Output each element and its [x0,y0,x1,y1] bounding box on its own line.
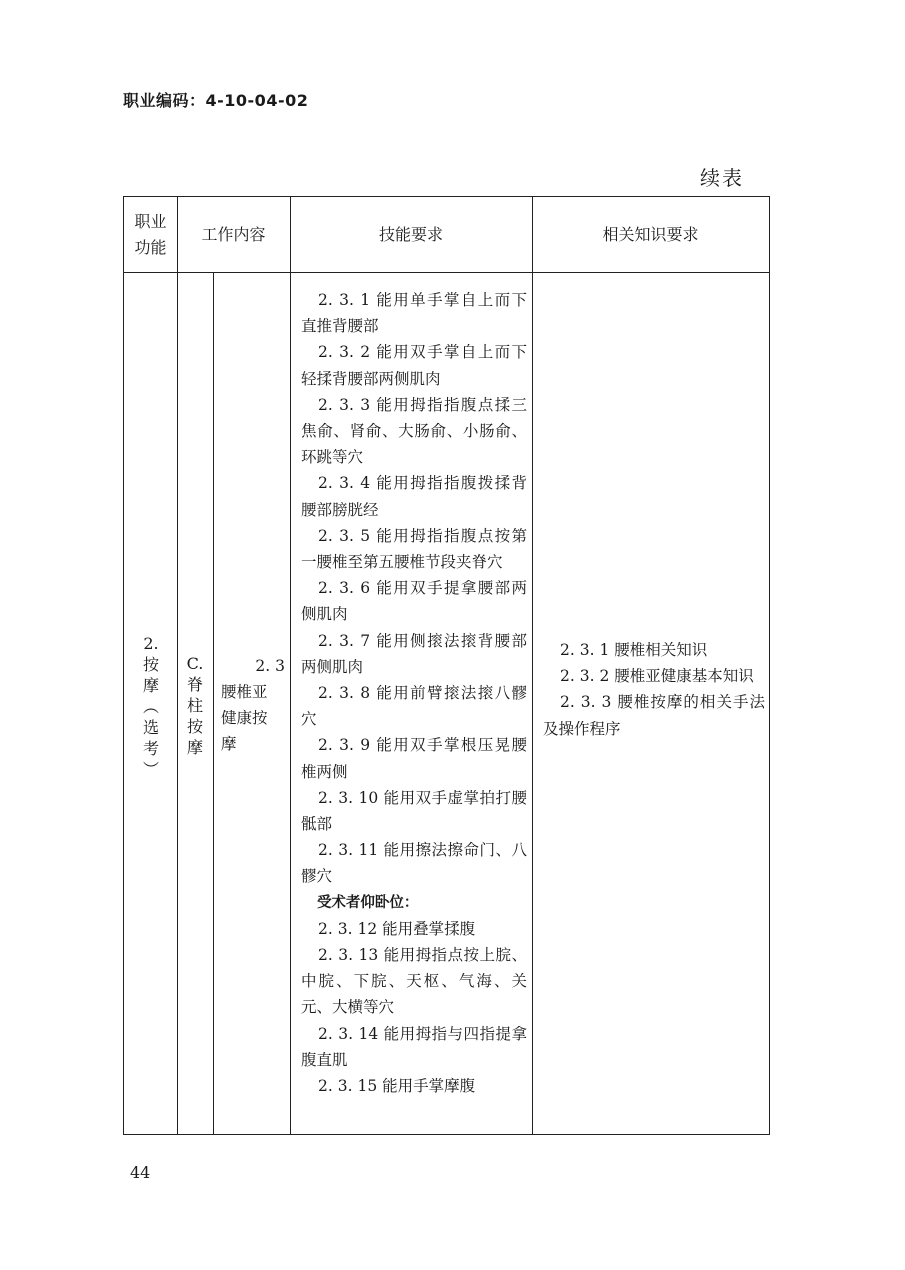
work-item-cell [221,653,285,757]
skill-item: 2. 3. 13 能用拇指点按上脘、中脘、下脘、天枢、气海、关元、大横等穴 [301,946,527,1017]
function-char: 摩 [142,676,159,695]
function-char: ︵ [142,697,159,716]
knowledge-item: 2. 3. 2 腰椎亚健康基本知识 [560,667,754,686]
skill-item: 2. 3. 3 能用拇指指腹点揉三焦俞、肾俞、大肠俞、小肠俞、环跳等穴 [301,395,527,467]
col-divider [177,197,178,1134]
work-item-line: 腰椎亚 [221,683,268,701]
header-work-content: 工作内容 [201,224,266,244]
skill-item: 2. 3. 4 能用拇指指腹拨揉背腰部膀胱经 [301,474,527,519]
skill-item: 2. 3. 12 能用叠掌揉腹 [318,919,476,938]
continued-label: 续表 [700,166,744,190]
work-char: 摩 [186,738,203,757]
work-item-line: 摩 [221,735,237,753]
function-char: 按 [142,655,159,674]
skill-item: 2. 3. 8 能用前臂㨰法㨰八髎穴 [301,684,527,729]
occupation-code: 职业编码：4-10-04-02 [123,91,309,110]
skill-item: 2. 3. 5 能用拇指指腹点按第一腰椎至第五腰椎节段夹脊穴 [301,526,527,572]
skill-item: 2. 3. 10 能用双手虚掌拍打腰骶部 [301,788,527,834]
col-divider [213,273,214,1134]
header-divider [124,272,769,273]
skill-item: 2. 3. 2 能用双手掌自上而下轻揉背腰部两侧肌肉 [301,343,527,388]
col-divider [290,197,291,1134]
knowledge-cell [543,637,765,742]
skill-item: 2. 3. 7 能用侧㨰法㨰背腰部两侧肌肉 [301,631,527,676]
skill-item: 2. 3. 14 能用拇指与四指提拿腹直肌 [301,1024,527,1069]
function-number: 2. [143,634,159,653]
skills-cell [301,287,527,1099]
function-char: ︶ [142,760,159,779]
knowledge-item: 2. 3. 1 腰椎相关知识 [560,641,708,659]
function-cell [136,633,166,780]
header-function: 职业功能 [134,211,167,257]
skill-item: 2. 3. 15 能用手掌摩腹 [318,1077,476,1096]
work-char: 按 [186,717,203,736]
work-char: 柱 [186,696,203,715]
work-category-cell [181,653,209,758]
knowledge-item: 2. 3. 3 腰椎按摩的相关手法及操作程序 [543,693,765,738]
skill-item: 2. 3. 9 能用双手掌根压晃腰椎两侧 [301,736,527,781]
function-char: 考 [142,739,159,758]
page-number: 44 [130,1163,151,1182]
work-item-line: 健康按 [221,709,268,727]
requirements-table [123,196,770,1135]
work-letter: C. [186,654,204,673]
skill-item: 2. 3. 6 能用双手提拿腰部两侧肌肉 [301,579,527,624]
header-skill-requirements: 技能要求 [378,224,443,244]
work-char: 脊 [186,675,203,694]
header-knowledge-requirements: 相关知识要求 [602,224,699,244]
supine-position-label: 受术者仰卧位： [316,894,419,911]
function-char: 选 [142,718,159,737]
work-item-number: 2. 3 [255,657,285,675]
skill-item: 2. 3. 11 能用擦法擦命门、八髎穴 [301,841,527,886]
skill-item: 2. 3. 1 能用单手掌自上而下直推背腰部 [301,291,527,336]
col-divider [532,197,533,1134]
